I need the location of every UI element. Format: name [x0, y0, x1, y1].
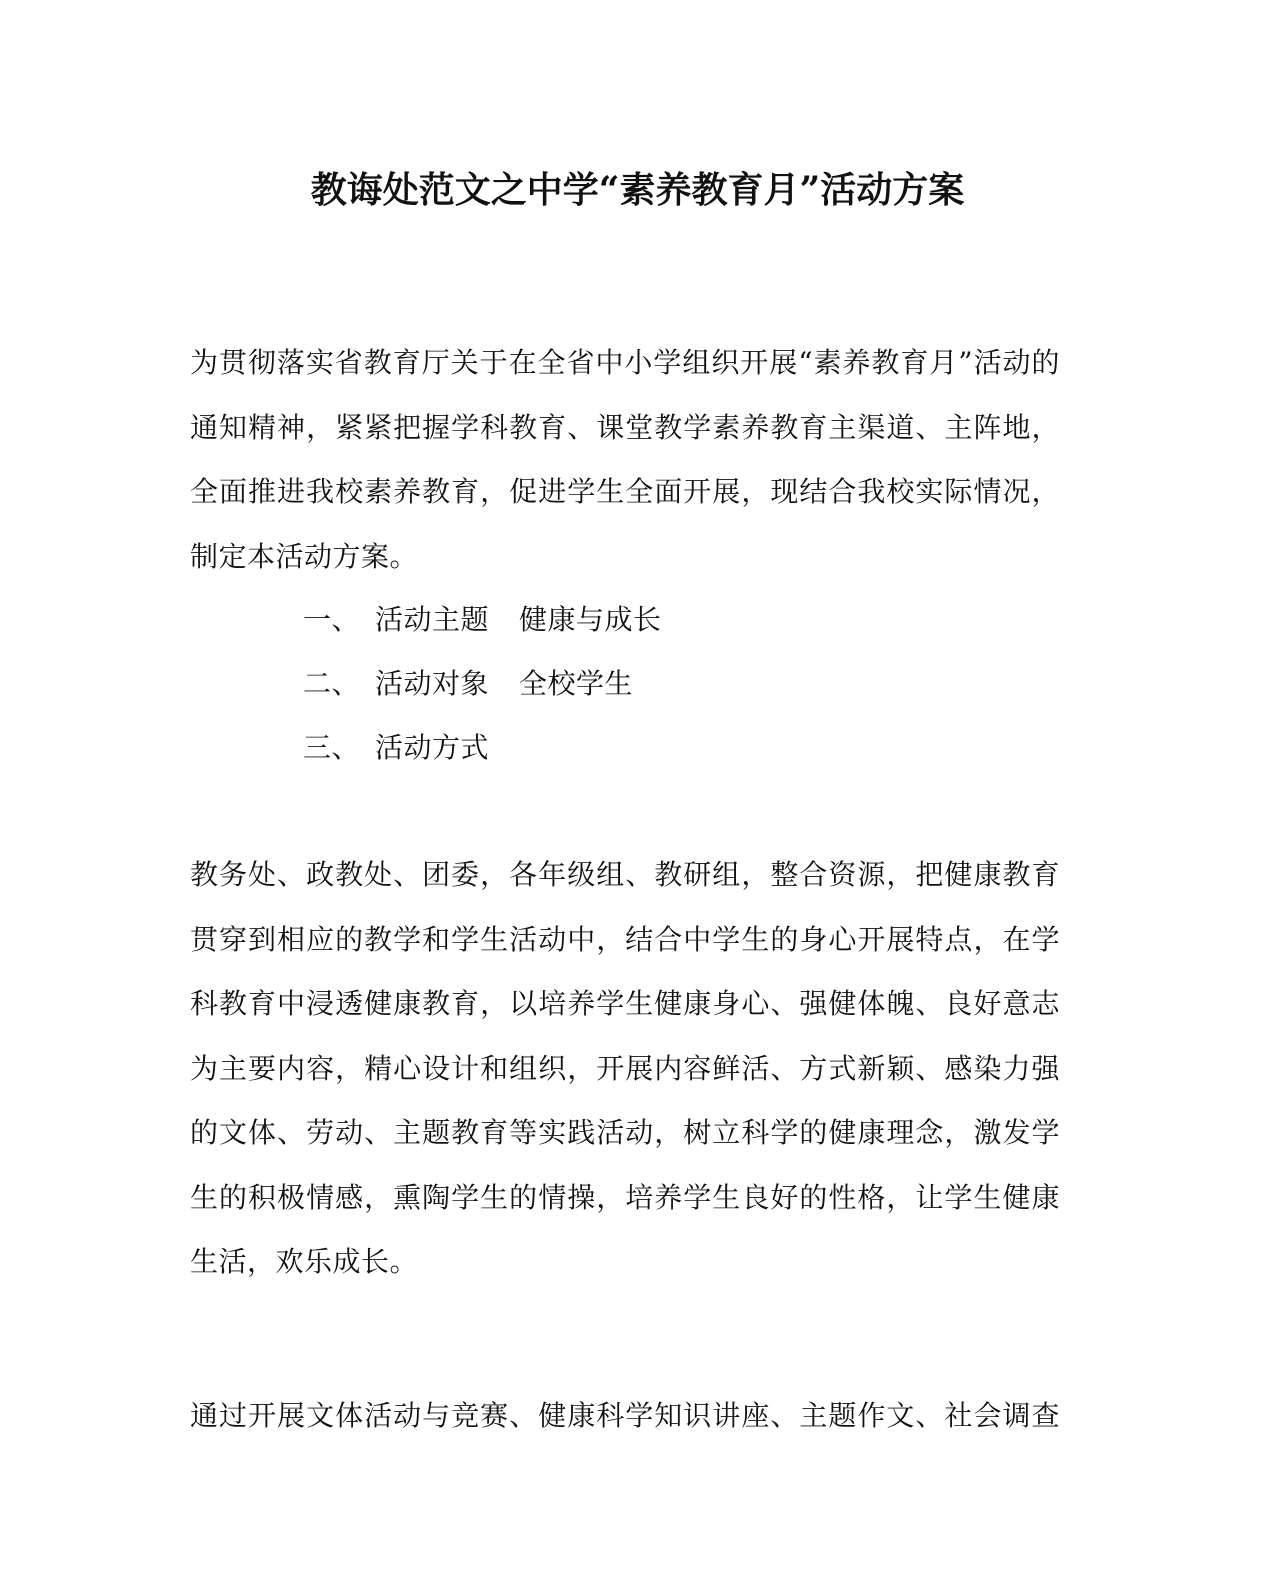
body-line: 为主要内容，精心设计和组织，开展内容鲜活、方式新颖、感染力强 [190, 1051, 1060, 1085]
body-line: 的文体、劳动、主题教育等实践活动，树立科学的健康理念，激发学 [190, 1116, 1060, 1149]
body-line: 教务处、政教处、团委，各年级组、教研组，整合资源，把健康教育 [190, 858, 1060, 891]
list-item-label: 活动主题 [375, 603, 490, 636]
list-item-number: 二、 [303, 667, 361, 700]
body-line: 贯穿到相应的教学和学生活动中，结合中学生的身心开展特点，在学 [190, 922, 1060, 956]
document-title: 教诲处范文之中学“素养教育月”活动方案 [310, 169, 965, 211]
list-item-value: 全校学生 [519, 667, 634, 700]
list-item-audience [303, 664, 633, 704]
intro-paragraph [190, 331, 1060, 589]
list-item-label: 活动对象 [375, 667, 490, 700]
closing-line: 通过开展文体活动与竞赛、健康科学知识讲座、主题作文、社会调查 [190, 1399, 1060, 1432]
closing-paragraph [190, 1384, 1060, 1449]
body-line: 科教育中浸透健康教育，以培养学生健康身心、强健体魄、良好意志 [190, 987, 1060, 1020]
list-item-theme [303, 600, 662, 640]
list-item-method [303, 728, 519, 768]
list-item-value: 健康与成长 [519, 603, 662, 636]
intro-line: 为贯彻落实省教育厅关于在全省中小学组织开展“素养教育月”活动的 [190, 346, 1060, 379]
body-paragraph [190, 843, 1060, 1295]
list-item-label: 活动方式 [375, 731, 490, 764]
body-line: 生活，欢乐成长。 [190, 1245, 419, 1278]
list-item-number: 三、 [303, 731, 361, 764]
intro-line: 全面推进我校素养教育，促进学生全面开展，现结合我校实际情况， [190, 475, 1060, 508]
body-line: 生的积极情感，熏陶学生的情操，培养学生良好的性格，让学生健康 [190, 1180, 1060, 1214]
list-item-number: 一、 [303, 603, 361, 636]
intro-line: 制定本活动方案。 [190, 539, 419, 573]
intro-line: 通知精神，紧紧把握学科教育、课堂教学素养教育主渠道、主阵地， [190, 410, 1060, 444]
